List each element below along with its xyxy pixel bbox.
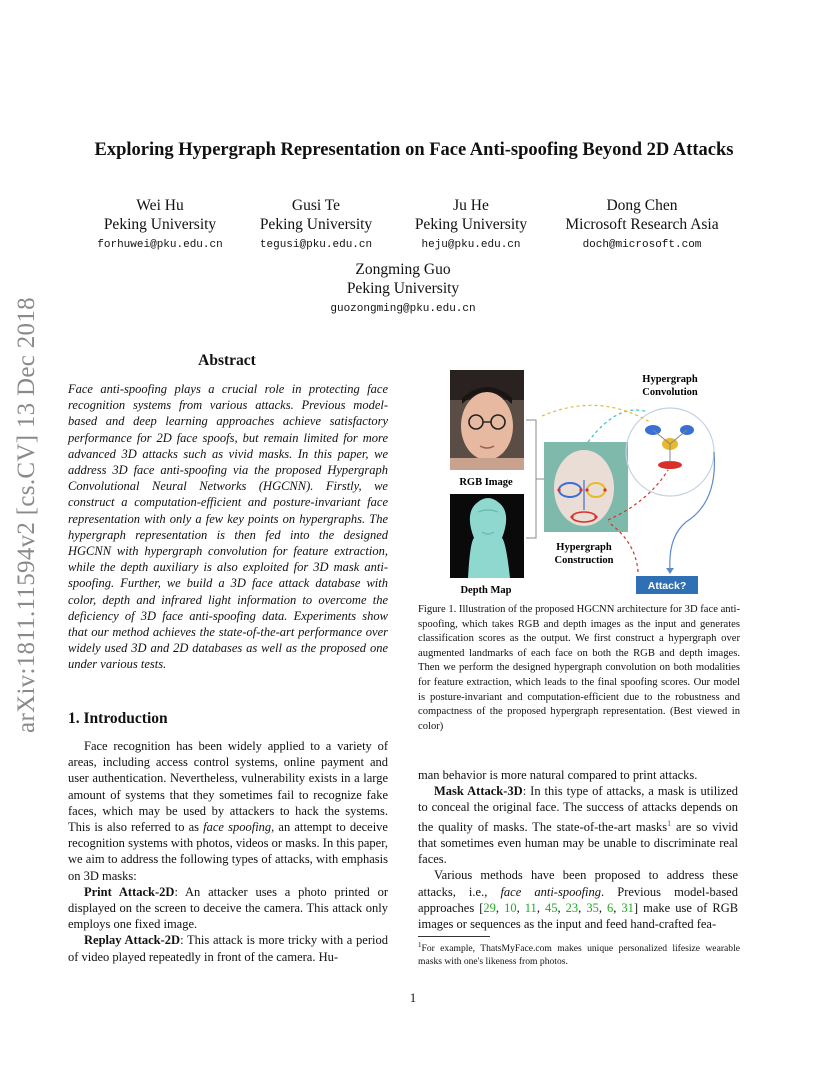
arxiv-side-label	[2, 280, 52, 750]
rgb-image-label: RGB Image	[459, 477, 513, 488]
intro-paragraph: Face recognition has been widely applied to a variety of areas, including access control systems, online payment and user authentication. Nevertheless, vulnerability exists in a large amount of systems that they sometimes fail to recognize fake faces, which may be used by attackers to hack the systems. This is also referred to as face spoofing, an attempt to deceive recognition systems with photos, videos or masks. In this paper, we aim to address the following types of attacks, with emphasis on 3D masks:	[68, 739, 388, 883]
citation-link[interactable]: 35	[586, 900, 599, 915]
author-name: Gusi Te	[291, 197, 341, 214]
author-name: Ju He	[453, 197, 489, 214]
author-block	[555, 196, 729, 255]
arrowhead	[666, 568, 674, 574]
hypergraph-construction-label-line1: Hypergraph	[556, 542, 612, 553]
footnote-marker: 1	[667, 818, 672, 828]
author-block	[250, 196, 382, 255]
abstract-heading: Abstract	[198, 352, 256, 369]
citation-link[interactable]: 29	[483, 900, 496, 915]
hypergraph-convolution-label-line1: Hypergraph	[642, 374, 698, 385]
figure-caption: Figure 1. Illustration of the proposed HGCNN architecture for 3D face anti-spoofing, which takes RGB and depth images as the input and generates classification scores as the output. We first construct a hypergraph over augmented landmarks of each face on both the RGB and depth images. Then we perform the designed hypergraph convolution on both modalities for feature extraction, which leads to the final spoofing scores. Our model is posture-invariant and computation-efficient due to the robustness and compactness of the proposed hypergraph representation. (Best viewed in color)	[418, 604, 740, 732]
author-email: heju@pku.edu.cn	[421, 239, 521, 251]
citation-link[interactable]: 31	[621, 900, 634, 915]
hypergraph-convolution-label-line2: Convolution	[642, 387, 698, 398]
citation-link[interactable]: 10	[504, 900, 517, 915]
citation-link[interactable]: 6	[607, 900, 614, 915]
intro-column-right	[418, 767, 738, 932]
hypergraph-nodes	[645, 425, 694, 469]
mask-attack-paragraph: Mask Attack-3D: In this type of attacks, a mask is utilized to conceal the original face. The success of attacks depends on the quality of masks. The state-of-the-art masks$^1$ are so vivid that sometimes even human may be unable to discriminate real faces.	[418, 784, 739, 867]
abstract-text: Face anti-spoofing plays a crucial role in protecting face recognition systems from various attacks. Previous model-based and deep learning approaches achieve satisfactory performance for 2D face spoofs, but remain limited for more advanced 3D attacks such as vivid masks. In this paper, we address 3D face anti-spoofing via the proposed Hypergraph Convolutional Neural Networks (HGCNN). Firstly, we construct a computation-efficient and posture-invariant face representation with only a few key points on hypergraphs. The hypergraph representation is then fed into the designed HGCNN with hypergraph convolution for feature extraction, while the depth auxiliary is also exploited for 3D mask anti-spoofing. Further, we build a 3D face attack database with color, depth and infrared light information to overcome the deficiency of 3D face anti-spoofing data. Experiments show that our method achieves the state-of-the-art performance over widely used 3D and 2D databases as well as the proposed one under various tests.	[68, 382, 388, 672]
print-attack-paragraph: Print Attack-2D: An attacker uses a photo printed or displayed on the screen to deceive the camera. This attack only employs one fixed image.	[68, 884, 389, 932]
author-email: guozongming@pku.edu.cn	[330, 303, 476, 315]
section-heading: 1. Introduction	[68, 710, 168, 727]
citation-link[interactable]: 45	[544, 900, 558, 915]
citation-link[interactable]: 23	[565, 900, 579, 915]
author-email: forhuwei@pku.edu.cn	[97, 239, 223, 251]
arxiv-id-text: arXiv:1811.11594v2 [cs.CV] 13 Dec 2018	[13, 297, 40, 733]
attack-output-label: Attack?	[647, 580, 687, 592]
author-affiliation: Peking University	[103, 216, 217, 233]
paper-title: Exploring Hypergraph Representation on Face Anti-spoofing Beyond 2D Attacks	[94, 140, 734, 160]
connector-bracket	[526, 420, 536, 538]
replay-attack-paragraph: Replay Attack-2D: This attack is more tricky with a period of video played repeatedly in front of the camera. Hu-	[68, 933, 388, 964]
author-block	[403, 196, 539, 255]
author-affiliation: Peking University	[414, 216, 528, 233]
author-name: Wei Hu	[136, 197, 184, 214]
flow-arrow-blue	[670, 452, 715, 570]
author-block	[90, 196, 230, 255]
author-email: tegusi@pku.edu.cn	[259, 239, 373, 251]
author-email: doch@microsoft.com	[582, 239, 702, 251]
author-name: Dong Chen	[606, 197, 678, 214]
rgb-face-image	[450, 370, 524, 470]
author-affiliation: Peking University	[346, 280, 460, 297]
author-name: Zongming Guo	[355, 261, 451, 278]
author-affiliation: Peking University	[259, 216, 373, 233]
footnote: $^1$For example, ThatsMyFace.com makes unique personalized lifesize wearable masks with one's likeness from photos.	[418, 941, 740, 967]
flow-arrow-yellow	[542, 405, 650, 422]
figure-1	[418, 362, 740, 598]
methods-paragraph: Various methods have been proposed to address these attacks, i.e., face anti-spoofing. Previous model-based approaches [29, 10, 11, 45, 23, 35, 6, 31] make use of RGB images or sequences as the input and feed hand-crafted fea-	[418, 868, 739, 931]
intro-continuation: man behavior is more natural compared to print attacks.	[418, 768, 698, 782]
intro-column-left	[68, 738, 388, 965]
depth-map-label: Depth Map	[460, 585, 512, 596]
hypergraph-construction-label-line2: Construction	[554, 555, 614, 566]
hypergraph-face-image	[544, 442, 628, 532]
citation-link[interactable]: 11	[524, 900, 537, 915]
flow-arrow-teal	[588, 410, 648, 442]
author-block	[303, 260, 503, 319]
depth-map-image	[450, 494, 524, 578]
page-number: 1	[409, 991, 417, 1005]
footnote-rule	[418, 936, 490, 937]
author-affiliation: Microsoft Research Asia	[565, 216, 719, 233]
